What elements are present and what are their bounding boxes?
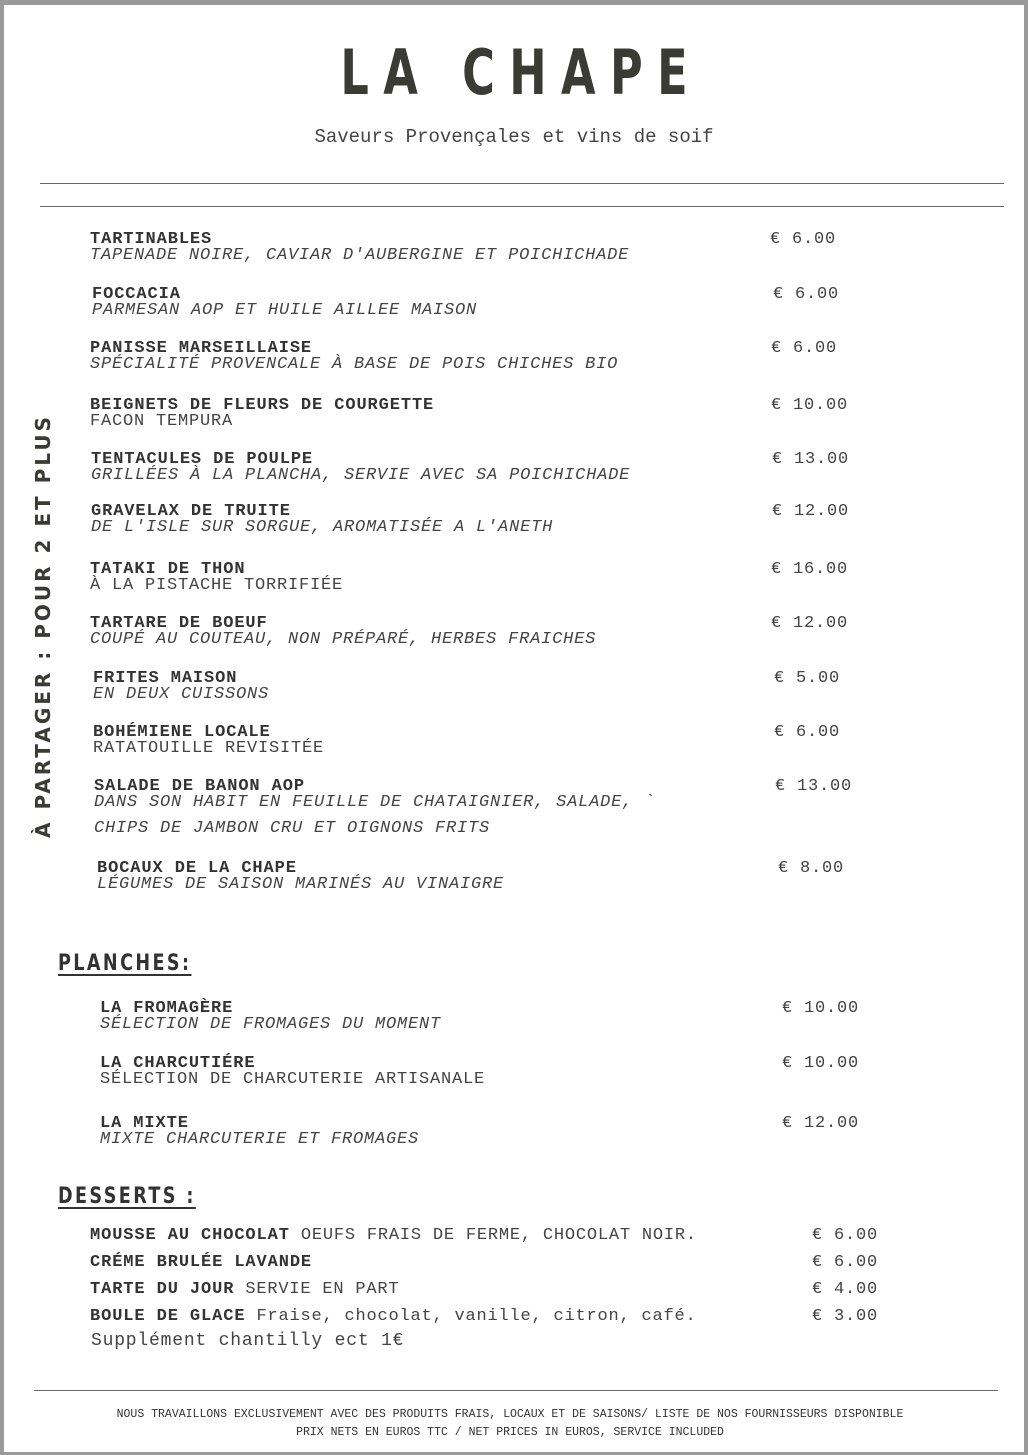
dessert-item	[90, 1280, 399, 1300]
menu-item-description: CHIPS DE JAMBON CRU ET OIGNONS FRITS	[94, 819, 491, 838]
menu-item-description: MIXTE CHARCUTERIE ET FROMAGES	[100, 1130, 420, 1149]
menu-item-name: GRAVELAX DE TRUITE	[91, 502, 291, 521]
menu-item-name: LA FROMAGÈRE	[100, 999, 234, 1018]
menu-item-price: € 10.00	[771, 396, 849, 415]
menu-item-name: PANISSE MARSEILLAISE	[90, 339, 313, 358]
desserts-heading: DESSERTS :	[58, 1184, 196, 1209]
menu-item-description: SÉLECTION DE FROMAGES DU MOMENT	[100, 1015, 442, 1034]
dessert-description: Fraise, chocolat, vanille, citron, café.	[256, 1307, 697, 1326]
menu-item-name: BEIGNETS DE FLEURS DE COURGETTE	[90, 396, 435, 415]
menu-item-price: € 8.00	[778, 859, 845, 878]
menu-item-description: DANS SON HABIT EN FEUILLE DE CHATAIGNIER, SALADE, `	[94, 793, 656, 812]
menu-item-price: € 12.00	[782, 1114, 860, 1133]
footer-divider	[34, 1390, 998, 1391]
dessert-description: OEUFS FRAIS DE FERME, CHOCOLAT NOIR.	[300, 1226, 697, 1245]
dessert-item	[90, 1253, 312, 1273]
menu-item-price: € 10.00	[782, 999, 860, 1018]
menu-item-description: COUPÉ AU COUTEAU, NON PRÉPARÉ, HERBES FRAICHES	[90, 630, 597, 649]
menu-item-name: FRITES MAISON	[93, 669, 238, 688]
divider	[40, 206, 1004, 207]
menu-item-price: € 6.00	[774, 723, 841, 742]
footer-note: NOUS TRAVAILLONS EXCLUSIVEMENT AVEC DES PRODUITS FRAIS, LOCAUX ET DE SAISONS/ LISTE DE NOS FOURNISSEURS DISPONIBLE	[116, 1408, 904, 1421]
dessert-price: € 6.00	[812, 1253, 879, 1272]
restaurant-subtitle: Saveurs Provençales et vins de soif	[314, 126, 714, 148]
dessert-name: BOULE DE GLACE	[90, 1307, 246, 1326]
menu-item-description: LÉGUMES DE SAISON MARINÉS AU VINAIGRE	[97, 875, 505, 894]
dessert-price: € 6.00	[812, 1226, 879, 1245]
dessert-item	[90, 1307, 697, 1327]
menu-item-price: € 13.00	[772, 450, 850, 469]
menu-item-price: € 12.00	[771, 614, 849, 633]
menu-item-name: LA CHARCUTIÉRE	[100, 1054, 256, 1073]
menu-item-description: SÉLECTION DE CHARCUTERIE ARTISANALE	[100, 1070, 486, 1089]
menu-item-price: € 6.00	[771, 339, 838, 358]
menu-item-name: TENTACULES DE POULPE	[91, 450, 314, 469]
menu-item-name: TARTARE DE BOEUF	[90, 614, 268, 633]
menu-item-price: € 16.00	[771, 560, 849, 579]
dessert-name: MOUSSE AU CHOCOLAT	[90, 1226, 290, 1245]
menu-item-price: € 13.00	[775, 777, 853, 796]
menu-item-price: € 6.00	[770, 230, 837, 249]
restaurant-title: LA CHAPE	[340, 36, 703, 109]
menu-item-description: EN DEUX CUISSONS	[93, 685, 270, 704]
menu-item-name: TATAKI DE THON	[90, 560, 246, 579]
sharing-side-label: À PARTAGER : POUR 2 ET PLUS	[31, 414, 55, 838]
dessert-price: € 4.00	[812, 1280, 879, 1299]
menu-item-description: SPÉCIALITÉ PROVENCALE À BASE DE POIS CHICHES BIO	[90, 355, 619, 374]
menu-item-price: € 6.00	[773, 285, 840, 304]
dessert-name: TARTE DU JOUR	[90, 1280, 235, 1299]
menu-item-name: BOHÉMIENE LOCALE	[93, 723, 271, 742]
menu-item-description: FACON TEMPURA	[90, 412, 234, 431]
menu-item-price: € 10.00	[782, 1054, 860, 1073]
dessert-name: CRÉME BRULÉE LAVANDE	[90, 1253, 313, 1272]
menu-item-name: TARTINABLES	[90, 230, 213, 249]
menu-item-description: TAPENADE NOIRE, CAVIAR D'AUBERGINE ET POICHICHADE	[90, 246, 630, 265]
menu-item-description: DE L'ISLE SUR SORGUE, AROMATISÉE A L'ANETH	[91, 518, 554, 537]
dessert-item	[90, 1226, 697, 1246]
divider	[40, 183, 1004, 184]
menu-item-name: BOCAUX DE LA CHAPE	[97, 859, 297, 878]
menu-item-description: PARMESAN AOP ET HUILE AILLEE MAISON	[92, 301, 478, 320]
dessert-description: SERVIE EN PART	[245, 1280, 400, 1299]
menu-item-description: RATATOUILLE REVISITÉE	[93, 739, 325, 758]
menu-item-name: SALADE DE BANON AOP	[94, 777, 305, 796]
menu-item-name: FOCCACIA	[92, 285, 181, 304]
dessert-supplement-note: Supplément chantilly ect 1€	[91, 1331, 405, 1351]
menu-item-name: LA MIXTE	[100, 1114, 189, 1133]
planches-heading: PLANCHES:	[58, 951, 192, 976]
dessert-price: € 3.00	[812, 1307, 879, 1326]
footer-prices-note: PRIX NETS EN EUROS TTC / NET PRICES IN EUROS, SERVICE INCLUDED	[296, 1426, 724, 1439]
menu-item-description: À LA PISTACHE TORRIFIÉE	[90, 576, 344, 595]
menu-item-price: € 12.00	[772, 502, 850, 521]
menu-item-description: GRILLÉES À LA PLANCHA, SERVIE AVEC SA POICHICHADE	[91, 466, 631, 485]
menu-item-price: € 5.00	[774, 669, 841, 688]
